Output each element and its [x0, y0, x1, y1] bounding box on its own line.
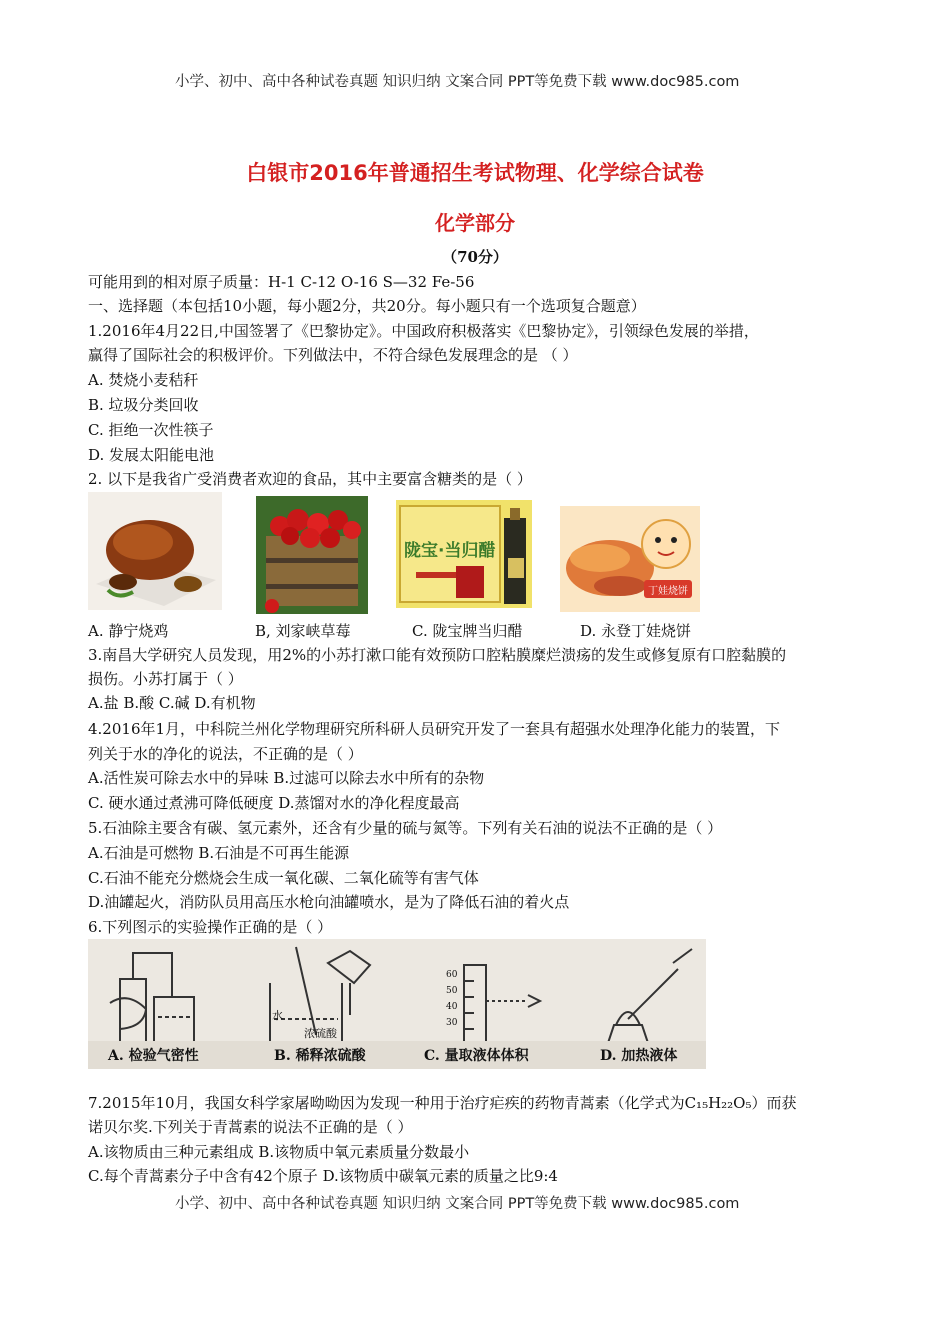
q4-options-ab: A.活性炭可除去水中的异味 B.过滤可以除去水中所有的杂物	[88, 769, 485, 787]
q6-option-b: B. 稀释浓硫酸	[274, 1048, 366, 1064]
page-footer: 小学、初中、高中各种试卷真题 知识归纳 文案合同 PPT等免费下载 www.doc985.com	[175, 1196, 740, 1212]
q5-option-d: D.油罐起火，消防队员用高压水枪向油罐喷水，是为了降低石油的着火点	[88, 893, 570, 911]
total-score: （70分）	[442, 248, 508, 266]
exam-title: 白银市2016年普通招生考试物理、化学综合试卷	[246, 161, 704, 185]
q7-stem-line1: 7.2015年10月，我国女科学家屠呦呦因为发现一种用于治疗疟疾的药物青蒿素（化学式为C₁₅H₂₂O₅）而获	[88, 1094, 797, 1112]
q4-stem-line2: 列关于水的净化的说法，不正确的是（ ）	[88, 745, 363, 763]
q1-option-b: B. 垃圾分类回收	[88, 396, 199, 414]
q7-options-cd: C.每个青蒿素分子中含有42个原子 D.该物质中碳氧元素的质量之比9:4	[88, 1167, 558, 1185]
tick-40: 40	[446, 1002, 458, 1012]
q6-stem: 6.下列图示的实验操作正确的是（ ）	[88, 918, 333, 936]
q1-option-d: D. 发展太阳能电池	[88, 446, 215, 464]
q2-stem: 2. 以下是我省广受消费者欢迎的食品，其中主要富含糖类的是（ ）	[88, 470, 532, 488]
atomic-mass-line: 可能用到的相对原子质量：H-1 C-12 O-16 S—32 Fe-56	[88, 273, 475, 291]
q5-options-ab: A.石油是可燃物 B.石油是不可再生能源	[88, 844, 350, 862]
q2-option-c: C. 陇宝牌当归醋	[412, 622, 523, 640]
q1-stem-line2: 赢得了国际社会的积极评价。下列做法中，不符合绿色发展理念的是 （ ）	[88, 346, 578, 364]
cylinder-scale	[446, 967, 457, 1031]
q4-options-cd: C. 硬水通过煮沸可降低硬度 D.蒸馏对水的净化程度最高	[88, 794, 460, 812]
pancake-brand-text: 丁娃烧饼	[648, 586, 688, 597]
q2-option-a: A. 静宁烧鸡	[88, 622, 169, 640]
pancake-image	[560, 506, 700, 612]
q3-stem-line1: 3.南昌大学研究人员发现，用2%的小苏打漱口能有效预防口腔粘膜糜烂溃疡的发生或修复原有口腔黏膜的	[88, 646, 787, 664]
q1-option-a: A. 焚烧小麦秸秆	[88, 371, 199, 389]
tick-60: 60	[446, 970, 458, 980]
q6-option-a: A. 检验气密性	[108, 1048, 199, 1064]
q5-stem: 5.石油除主要含有碳、氢元素外，还含有少量的硫与氮等。下列有关石油的说法不正确的是（ ）	[88, 819, 723, 837]
section-title: 化学部分	[435, 211, 515, 235]
vinegar-brand-text: 陇宝·当归醋	[404, 541, 496, 561]
q3-options: A.盐 B.酸 C.碱 D.有机物	[88, 694, 256, 712]
q6-option-c: C. 量取液体体积	[424, 1048, 529, 1064]
strawberry-basket-image	[256, 496, 368, 614]
q2-option-d: D. 永登丁娃烧饼	[580, 622, 692, 640]
q4-stem-line1: 4.2016年1月，中科院兰州化学物理研究所科研人员研究开发了一套具有超强水处理净化能力的装置，下	[88, 720, 781, 738]
q1-option-c: C. 拒绝一次性筷子	[88, 421, 214, 439]
q6-option-d: D. 加热液体	[600, 1048, 678, 1064]
q1-stem-line1: 1.2016年4月22日,中国签署了《巴黎协定》。中国政府积极落实《巴黎协定》，引领绿色发展的举措，	[88, 322, 759, 340]
section-1-heading: 一、选择题（本包括10小题，每小题2分，共20分。每小题只有一个选项复合题意）	[88, 297, 646, 315]
q7-stem-line2: 诺贝尔奖.下列关于青蒿素的说法不正确的是（ ）	[88, 1118, 413, 1136]
page-header: 小学、初中、高中各种试卷真题 知识归纳 文案合同 PPT等免费下载 www.doc985.com	[175, 74, 740, 90]
q7-options-ab: A.该物质由三种元素组成 B.该物质中氧元素质量分数最小	[88, 1143, 470, 1161]
angelica-vinegar-image	[396, 500, 532, 608]
q3-stem-line2: 损伤。小苏打属于（ ）	[88, 670, 243, 688]
tick-30: 30	[446, 1018, 458, 1028]
tick-50: 50	[446, 986, 458, 996]
lab-operations-figure	[88, 939, 706, 1069]
roast-chicken-image	[88, 492, 222, 610]
acid-label: 浓硫酸	[304, 1027, 337, 1040]
water-label: 水	[272, 1009, 283, 1022]
q5-option-c: C.石油不能充分燃烧会生成一氧化碳、二氧化硫等有害气体	[88, 869, 479, 887]
q2-option-b: B, 刘家峡草莓	[255, 622, 351, 640]
